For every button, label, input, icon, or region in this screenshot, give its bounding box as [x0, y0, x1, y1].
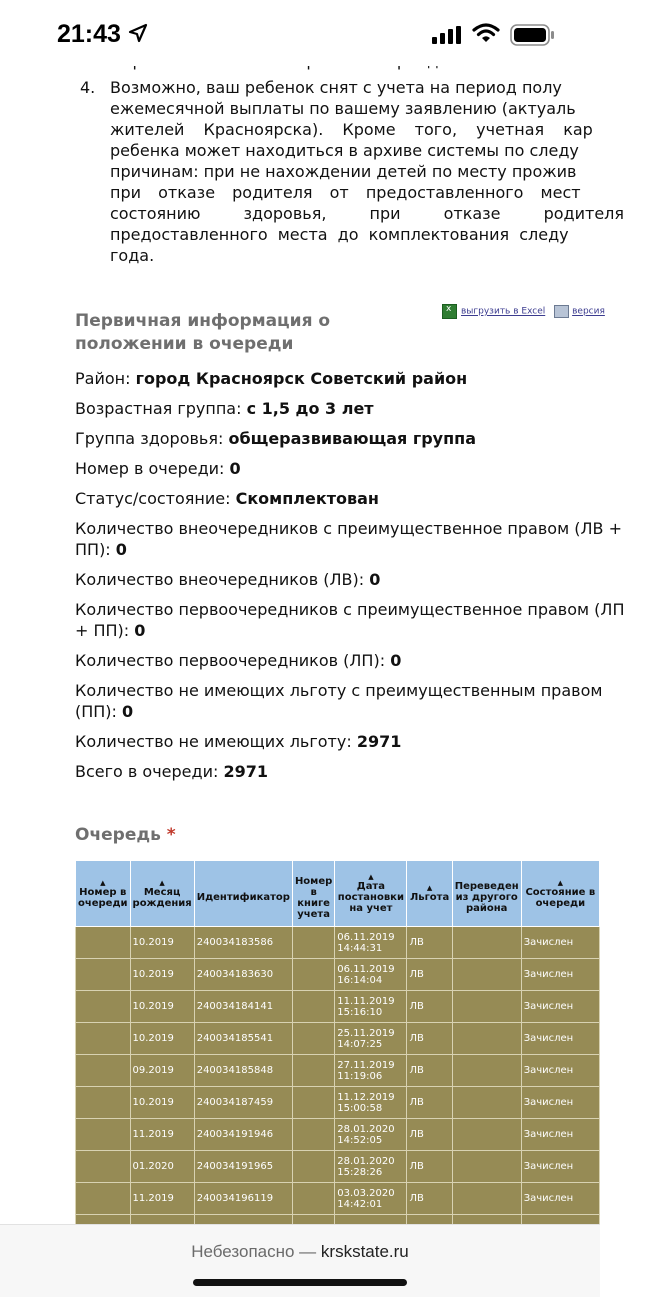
cell-moved	[452, 1119, 521, 1151]
cell-moved	[452, 959, 521, 991]
cell-state: Зачислен	[521, 991, 599, 1023]
cell-book	[292, 1023, 334, 1055]
col-registration-date[interactable]: ▲ Дата постановки на учет	[335, 861, 407, 927]
cell-num	[76, 959, 131, 991]
table-row	[76, 991, 600, 1023]
section-title: Первичная информация о положении в очереди	[75, 311, 331, 354]
cell-moved	[452, 927, 521, 959]
cell-num	[76, 1055, 131, 1087]
cell-date: 27.11.2019 11:19:06	[335, 1055, 407, 1087]
cell-state: Зачислен	[521, 1023, 599, 1055]
cell-id: 240034191946	[194, 1119, 292, 1151]
notice-line: ежемесячной выплаты по вашему заявлению (актуаль	[110, 99, 576, 118]
cell-month: 10.2019	[130, 959, 194, 991]
cell-benefit: ЛВ	[407, 1023, 452, 1055]
cell-date: 28.01.2020 14:52:05	[335, 1119, 407, 1151]
info-lv-count: Количество внеочередников (ЛВ): 0	[75, 570, 381, 589]
info-total: Всего в очереди: 2971	[75, 762, 268, 781]
address-bar[interactable]	[0, 1242, 600, 1262]
cell-date: 11.12.2019 15:00:58	[335, 1087, 407, 1119]
notice-line: года.	[110, 246, 155, 265]
cell-benefit: ЛВ	[407, 1087, 452, 1119]
cell-state: Зачислен	[521, 1087, 599, 1119]
queue-title: Очередь *	[75, 825, 176, 845]
cell-benefit: ЛВ	[407, 1119, 452, 1151]
info-district: Район: город Красноярск Советский район	[75, 369, 468, 388]
cell-benefit: ЛВ	[407, 927, 452, 959]
table-row	[76, 1087, 600, 1119]
cell-id: 240034183586	[194, 927, 292, 959]
notice-line: причинам: при не нахождении детей по месту прожив	[110, 162, 577, 181]
info-pp-count: Количество не имеющих льготу с преимущественным правом (ПП): 0	[75, 681, 603, 721]
cell-id: 240034185541	[194, 1023, 292, 1055]
notice-list	[0, 56, 625, 276]
cell-id: 240034185848	[194, 1055, 292, 1087]
sort-arrow-icon: ▲	[557, 878, 564, 887]
cell-moved	[452, 1087, 521, 1119]
table-row	[76, 1023, 600, 1055]
cell-date: 03.03.2020 14:42:01	[335, 1183, 407, 1215]
notice-line: предоставленного места до комплектования следу	[110, 225, 569, 244]
info-lp-pp-count: Количество первоочередников с преимущественное правом (ЛП + ПП): 0	[75, 600, 625, 640]
browser-bottom-bar	[0, 1224, 600, 1297]
cell-state: Зачислен	[521, 1183, 599, 1215]
cell-num	[76, 991, 131, 1023]
col-birth-month[interactable]: ▲ Месяц рождения	[130, 861, 194, 927]
info-status: Статус/состояние: Скомплектован	[75, 489, 379, 508]
cell-moved	[452, 991, 521, 1023]
required-mark: *	[166, 825, 176, 845]
clock: 21:43	[57, 20, 121, 48]
queue-info	[75, 368, 635, 791]
cell-moved	[452, 1151, 521, 1183]
cell-num	[76, 1023, 131, 1055]
cell-num	[76, 1151, 131, 1183]
excel-icon[interactable]	[442, 304, 457, 319]
queue-table	[75, 860, 600, 1247]
cell-state: Зачислен	[521, 1151, 599, 1183]
col-transferred[interactable]: Переведен из другого района	[452, 861, 521, 927]
sort-arrow-icon: ▲	[159, 878, 165, 887]
cell-book	[292, 1151, 334, 1183]
cell-benefit: ЛВ	[407, 1183, 452, 1215]
cell-date: 11.11.2019 15:16:10	[335, 991, 407, 1023]
cell-id: 240034187459	[194, 1087, 292, 1119]
notice-line: состоянию здоровья, при отказе родителя	[110, 204, 625, 223]
table-row	[76, 1183, 600, 1215]
printer-icon[interactable]	[554, 305, 569, 318]
cell-num	[76, 1087, 131, 1119]
cell-state: Зачислен	[521, 1119, 599, 1151]
cell-month: 01.2020	[130, 1151, 194, 1183]
cell-id: 240034184141	[194, 991, 292, 1023]
info-no-benefit-count: Количество не имеющих льготу: 2971	[75, 732, 402, 751]
cell-date: 06.11.2019 14:44:31	[335, 927, 407, 959]
cell-book	[292, 1087, 334, 1119]
info-health-group: Группа здоровья: общеразвивающая группа	[75, 429, 477, 448]
table-row	[76, 927, 600, 959]
cell-benefit: ЛВ	[407, 1151, 452, 1183]
cell-book	[292, 1119, 334, 1151]
cell-date: 25.11.2019 14:07:25	[335, 1023, 407, 1055]
home-indicator[interactable]	[193, 1279, 407, 1286]
cell-book	[292, 927, 334, 959]
export-excel-link[interactable]: выгрузить в Excel	[461, 306, 546, 317]
cell-book	[292, 991, 334, 1023]
cell-book	[292, 1183, 334, 1215]
cell-num	[76, 1183, 131, 1215]
cell-benefit: ЛВ	[407, 1055, 452, 1087]
cell-date: 06.11.2019 16:14:04	[335, 959, 407, 991]
col-queue-number[interactable]: ▲ Номер в очереди	[76, 861, 131, 927]
col-queue-state[interactable]: ▲ Состояние в очереди	[521, 861, 599, 927]
info-lp-count: Количество первоочередников (ЛП): 0	[75, 651, 402, 670]
notice-line: Возможно, ваш ребенок снят с учета на период полу	[110, 78, 562, 97]
cell-month: 10.2019	[130, 927, 194, 959]
cell-id: 240034191965	[194, 1151, 292, 1183]
cell-book	[292, 959, 334, 991]
table-row	[76, 1119, 600, 1151]
cell-moved	[452, 1023, 521, 1055]
cell-benefit: ЛВ	[407, 959, 452, 991]
col-benefit[interactable]: ▲ Льгота	[407, 861, 452, 927]
wifi-icon	[472, 22, 500, 44]
cell-month: 10.2019	[130, 1087, 194, 1119]
notice-line: жителей Красноярска). Кроме того, учетная кар	[110, 120, 593, 139]
col-identifier[interactable]: Идентификатор	[194, 861, 292, 927]
cell-month: 11.2019	[130, 1183, 194, 1215]
export-tools	[442, 304, 605, 319]
info-queue-number: Номер в очереди: 0	[75, 459, 241, 478]
url-host: krskstate.ru	[320, 1242, 409, 1261]
notice-line: при отказе родителя от предоставленного мест	[110, 183, 581, 202]
status-bar	[0, 0, 600, 66]
table-row	[76, 1151, 600, 1183]
cell-month: 09.2019	[130, 1055, 194, 1087]
cell-date: 28.01.2020 15:28:26	[335, 1151, 407, 1183]
col-book-number[interactable]: Номер в книге учета	[292, 861, 334, 927]
notice-item-text	[110, 77, 670, 266]
notice-line: ребенка может находиться в архиве системы по следу	[110, 141, 579, 160]
notice-item-number: 4.	[80, 78, 96, 97]
cell-id: 240034183630	[194, 959, 292, 991]
cell-state: Зачислен	[521, 1055, 599, 1087]
cell-num	[76, 1119, 131, 1151]
info-age-group: Возрастная группа: с 1,5 до 3 лет	[75, 399, 374, 418]
signal-icon	[432, 26, 464, 44]
cell-num	[76, 927, 131, 959]
battery-icon	[510, 24, 556, 46]
cell-book	[292, 1055, 334, 1087]
sort-arrow-icon: ▲	[100, 878, 106, 887]
cell-month: 11.2019	[130, 1119, 194, 1151]
sort-arrow-icon: ▲	[368, 873, 374, 881]
cell-month: 10.2019	[130, 991, 194, 1023]
table-row	[76, 1055, 600, 1087]
print-version-link[interactable]: версия	[572, 306, 605, 317]
sort-arrow-icon: ▲	[426, 884, 433, 892]
cell-month: 10.2019	[130, 1023, 194, 1055]
info-lv-pp-count: Количество внеочередников с преимущественное правом (ЛВ + ПП): 0	[75, 519, 622, 559]
location-arrow-icon	[128, 23, 148, 43]
cell-state: Зачислен	[521, 927, 599, 959]
cell-state: Зачислен	[521, 959, 599, 991]
security-label: Небезопасно —	[191, 1242, 317, 1261]
cell-benefit: ЛВ	[407, 991, 452, 1023]
table-row	[76, 959, 600, 991]
cell-moved	[452, 1055, 521, 1087]
cell-id: 240034196119	[194, 1183, 292, 1215]
cell-moved	[452, 1183, 521, 1215]
